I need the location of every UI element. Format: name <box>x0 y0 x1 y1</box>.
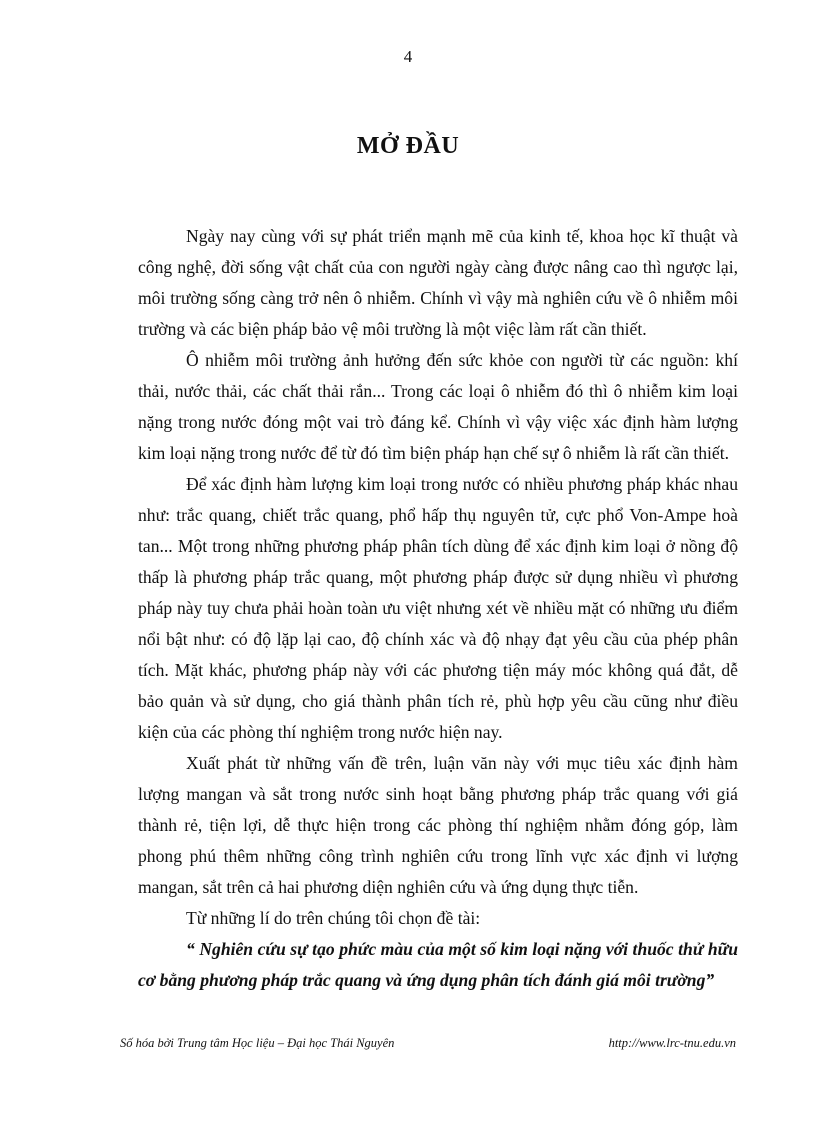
page-footer <box>120 1036 736 1051</box>
body-text <box>138 221 738 996</box>
paragraph-3: Để xác định hàm lượng kim loại trong nước có nhiều phương pháp khác nhau như: trắc quang, chiết trắc quang, phổ hấp thụ nguyên tử, cực phổ Von-Ampe hoà tan... Một trong những phương pháp phân tích dùng để xác định kim loại ở nồng độ thấp là phương pháp trắc quang, một phương pháp được sử dụng nhiều vì phương pháp này tuy chưa phải hoàn toàn ưu việt nhưng xét về nhiều mặt có những ưu điểm nổi bật như: có độ lặp lại cao, độ chính xác và độ nhạy đạt yêu cầu của phép phân tích. Mặt khác, phương pháp này với các phương tiện máy móc không quá đắt, dễ bảo quản và sử dụng, cho giá thành phân tích rẻ, phù hợp yêu cầu cũng như điều kiện của các phòng thí nghiệm trong nước hiện nay. <box>138 474 738 742</box>
paragraph-2: Ô nhiễm môi trường ảnh hưởng đến sức khỏe con người từ các nguồn: khí thải, nước thải, các chất thải rắn... Trong các loại ô nhiễm đó thì ô nhiễm kim loại nặng trong nước đóng một vai trò đáng kể. Chính vì vậy việc xác định hàm lượng kim loại nặng trong nước để từ đó tìm biện pháp hạn chế sự ô nhiễm là rất cần thiết. <box>138 350 738 463</box>
page-number: 4 <box>403 47 413 66</box>
paragraph-1: Ngày nay cùng với sự phát triển mạnh mẽ của kinh tế, khoa học kĩ thuật và công nghệ, đời sống vật chất của con người ngày càng được nâng cao thì ngược lại, môi trường sống càng trở nên ô nhiễm. Chính vì vậy mà nghiên cứu về ô nhiễm môi trường và các biện pháp bảo vệ môi trường là một việc làm rất cần thiết. <box>138 226 738 339</box>
footer-url[interactable]: http://www.lrc-tnu.edu.vn <box>608 1036 736 1050</box>
footer-source: Số hóa bởi Trung tâm Học liệu – Đại học Thái Nguyên <box>120 1036 395 1050</box>
paragraph-4: Xuất phát từ những vấn đề trên, luận văn này với mục tiêu xác định hàm lượng mangan và sắt trong nước sinh hoạt bằng phương pháp trắc quang với giá thành rẻ, tiện lợi, dễ thực hiện trong các phòng thí nghiệm nhằm đóng góp, làm phong phú thêm những công trình nghiên cứu trong lĩnh vực xác định vi lượng mangan, sắt trên cả hai phương diện nghiên cứu và ứng dụng thực tiễn. <box>138 753 738 897</box>
page-title: MỞ ĐẦU <box>356 133 460 159</box>
paragraph-5: Từ những lí do trên chúng tôi chọn đề tài: <box>186 908 481 928</box>
thesis-topic: “ Nghiên cứu sự tạo phức màu của một số kim loại nặng với thuốc thử hữu cơ bằng phương pháp trắc quang và ứng dụng phân tích đánh giá môi trường” <box>138 939 738 990</box>
